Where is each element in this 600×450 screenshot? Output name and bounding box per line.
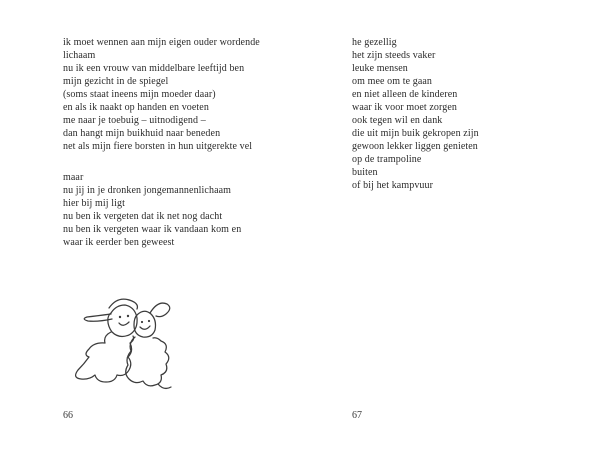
page-number-right: 67 [352,410,362,421]
poem-line: mijn gezicht in de spiegel [63,76,169,87]
poem-line: of bij het kampvuur [352,180,434,191]
poem-line: leuke mensen [352,63,408,74]
hugging-figures-drawing [62,292,187,395]
poem-line: waar ik eerder ben geweest [63,237,175,248]
poem-line: nu ik een vrouw van middelbare leeftijd ben [63,63,245,74]
poem-line: me naar je toebuig – uitnodigend – [63,115,206,126]
poem-line: nu ben ik vergeten dat ik net nog dacht [63,211,223,222]
poem-line: ook tegen wil en dank [352,115,443,126]
poem-line: om mee om te gaan [352,76,433,87]
poem-line: gewoon lekker liggen genieten [352,141,478,152]
left-page-poem [63,36,313,249]
poem-line: hier bij mij ligt [63,198,125,209]
stanza [63,171,313,249]
poem-line: nu ben ik vergeten waar ik vandaan kom en [63,224,242,235]
poem-line: en niet alleen de kinderen [352,89,458,100]
poem-line: dan hangt mijn buikhuid naar beneden [63,128,221,139]
stanza [352,36,572,192]
poem-line: maar [63,172,84,183]
poem-line: op de trampoline [352,154,422,165]
poem-line: ik moet wennen aan mijn eigen ouder wordende [63,37,260,48]
poem-line: het zijn steeds vaker [352,50,436,61]
poem-line: die uit mijn buik gekropen zijn [352,128,479,139]
poem-line: (soms staat ineens mijn moeder daar) [63,89,216,100]
page-number-left: 66 [63,410,73,421]
poem-line: buiten [352,167,378,178]
poem-line: he gezellig [352,37,397,48]
right-page-poem [352,36,572,192]
poem-line: lichaam [63,50,96,61]
hugging-figures-illustration [62,292,187,395]
stanza [63,36,313,153]
poem-line: waar ik voor moet zorgen [352,102,457,113]
poem-line: en als ik naakt op handen en voeten [63,102,209,113]
poem-line: net als mijn fiere borsten in hun uitgerekte vel [63,141,253,152]
poem-line: nu jij in je dronken jongemannenlichaam [63,185,232,196]
